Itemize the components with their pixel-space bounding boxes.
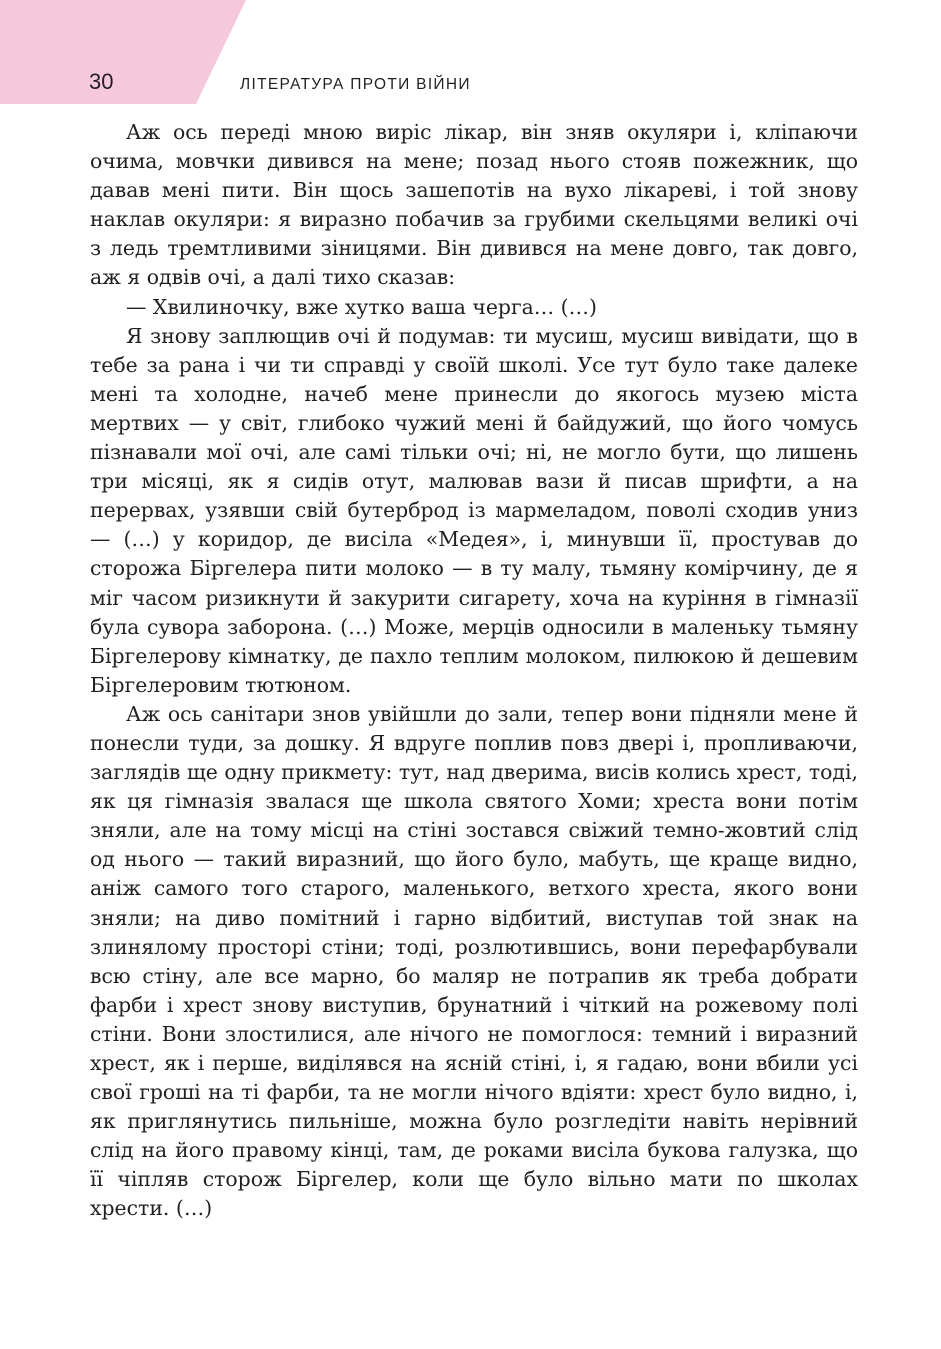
- paragraph-4: Аж ось санітари знов увійшли до зали, тепер вони підняли мене й понесли туди, за дошку. Я вдруге поплив повз двері і, пропливаючи, заглядів ще одну прикмету: тут, над дверима, висів колись хрест, тоді, як ця гімназія звалася ще школа святого Хоми; хреста вони потім зняли, але на тому місці на стіні зостався свіжий темно-жовтий слід од нього — такий виразний, що його було, мабуть, ще краще видно, аніж самого того старого, маленького, ветхого хреста, якого вони зняли; на диво помітний і гарно відбитий, виступав той знак на злинялому просторі стіни; тоді, розлютившись, вони перефарбували всю стіну, але все марно, бо маляр не потрапив як треба добрати фарби і хрест знову виступив, брунатний і чіткий на рожевому полі стіни. Вони злостилися, але нічого не помоглося: темний і виразний хрест, як і перше, виділявся на ясній стіні, і, я гадаю, вони вбили усі свої гроші на ті фарби, та не могли нічого вдіяти: хрест було видно, і, як приглянутись пильніше, можна було розгледіти навіть нерівний слід на його правому кінці, там, де роками висіла букова галузка, що її чіпляв сторож Біргелер, коли ще було вільно мати по школах хрести. (…): [90, 701, 858, 1221]
- running-title: ЛІТЕРАТУРА ПРОТИ ВІЙНИ: [240, 76, 471, 93]
- paragraph-1: Аж ось переді мною виріс лікар, він зняв окуляри і, кліпаючи очима, мовчки дивився на мене; позад нього стояв пожежник, що давав мені пити. Він щось зашепотів на вухо лікареві, і той знову наклав окуляри: я виразно побачив за грубими скельцями великі очі з ледь тремтливими зіницями. Він дивився на мене довго, так довго, аж я одвів очі, а далі тихо сказав:: [90, 120, 858, 290]
- header-pink-band: [0, 0, 246, 104]
- page-number: 30: [89, 69, 114, 94]
- paragraph-3: Я знову заплющив очі й подумав: ти мусиш, мусиш вивідати, що в тебе за рана і чи ти справді у своїй школі. Усе тут було таке далеке мені та холодне, начеб мене принесли до якогось музею міста мертвих — у світ, глибоко чужий мені й байдужий, що його чомусь пізнавали мої очі, але самі тільки очі; ні, не могло бути, що лишень три місяці, як я сидів отут, малював вази й писав шрифти, а на перервах, узявши свій бутерброд із мармеладом, поволі сходив униз — (…) у коридор, де висіла «Медея», і, минувши її, простував до сторожа Біргелера пити молоко — в ту малу, тьмяну комірчину, де я міг часом ризикнути й закурити сигарету, хоча на куріння в гімназії була сувора заборона. (…) Може, мерців односили в маленьку тьмяну Біргелерову кімнатку, де пахло теплим молоком, пилюкою й дешевим Біргелеровим тютюном.: [90, 323, 858, 697]
- body-text: [90, 118, 858, 1224]
- paragraph-2: — Хвилиночку, вже хутко ваша черга… (…): [126, 294, 597, 319]
